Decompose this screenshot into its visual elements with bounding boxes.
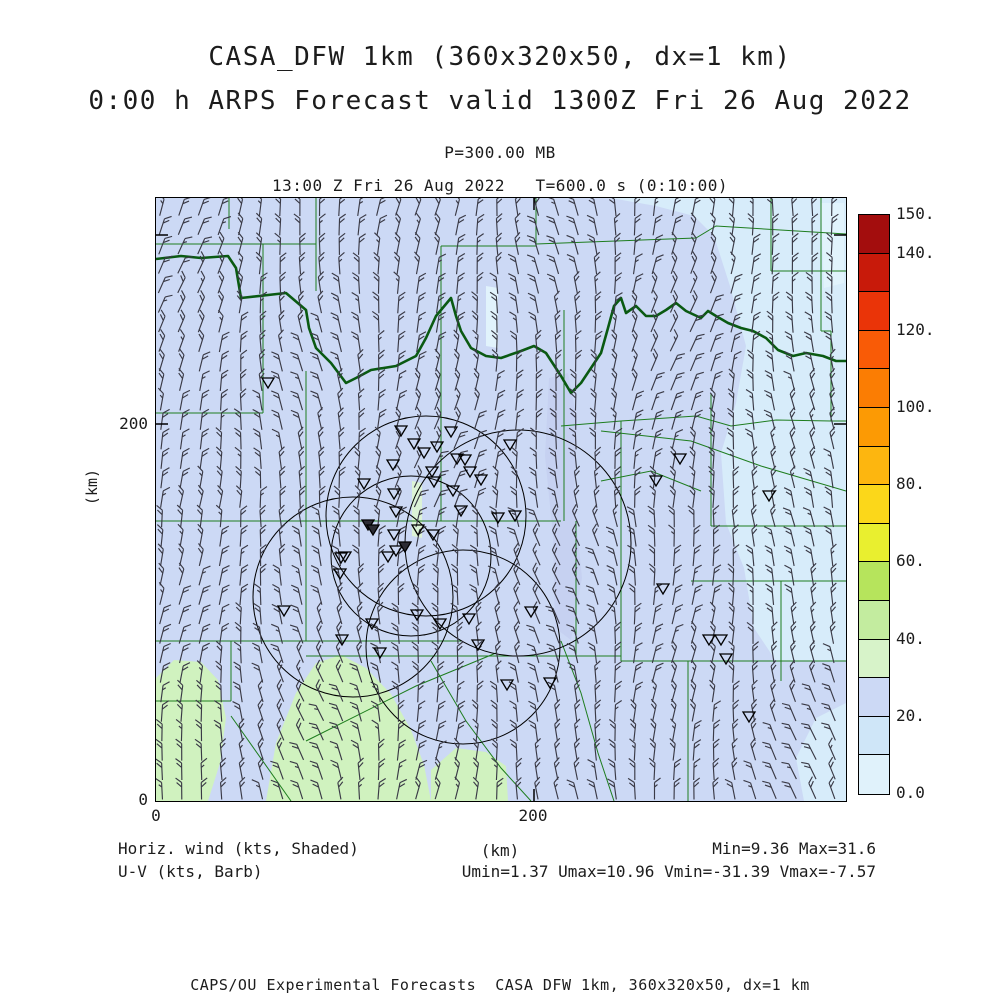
- x-axis-tick-200: 200: [518, 806, 548, 825]
- y-axis-tick-0: 0: [138, 790, 148, 809]
- shaded-field-label: Horiz. wind (kts, Shaded): [118, 839, 359, 858]
- y-axis-unit-label: (km): [83, 468, 101, 506]
- valid-time-label: 13:00 Z Fri 26 Aug 2022 T=600.0 s (0:10:00): [272, 176, 728, 195]
- colorbar-cell-90-100: [859, 408, 889, 447]
- credit-footer: CAPS/OU Experimental Forecasts CASA DFW 1km, 360x320x50, dx=1 km: [190, 976, 810, 994]
- colorbar-tick-label: 100.: [896, 397, 935, 416]
- colorbar-cell-0-10: [859, 755, 889, 794]
- colorbar-cell-120-130: [859, 292, 889, 331]
- colorbar-tick-label: 140.: [896, 242, 935, 262]
- page-subtitle: 0:00 h ARPS Forecast valid 1300Z Fri 26 Aug 2022: [88, 86, 912, 116]
- colorbar-cell-60-70: [859, 524, 889, 563]
- colorbar-cell-50-60: [859, 562, 889, 601]
- colorbar-tick-label: 150.: [896, 204, 935, 223]
- colorbar-cell-110-120: [859, 331, 889, 370]
- colorbar: [858, 214, 890, 795]
- x-axis-unit-label: (km): [480, 841, 520, 860]
- colorbar-cell-20-30: [859, 678, 889, 717]
- wind-barb-map: [156, 198, 846, 801]
- colorbar-cell-100-110: [859, 369, 889, 408]
- colorbar-cell-70-80: [859, 485, 889, 524]
- colorbar-tick-label: 120.: [896, 319, 935, 339]
- colorbar-cell-40-50: [859, 601, 889, 640]
- colorbar-tick-label: 60.: [896, 551, 925, 571]
- colorbar-cell-130-140: [859, 254, 889, 293]
- colorbar-tick-label: 20.: [896, 705, 925, 725]
- colorbar-tick-label: 40.: [896, 628, 925, 648]
- uv-stats-label: Umin=1.37 Umax=10.96 Vmin=-31.39 Vmax=-7.57: [461, 862, 876, 881]
- colorbar-cell-80-90: [859, 447, 889, 486]
- colorbar-cell-10-20: [859, 717, 889, 756]
- colorbar-cell-140-150: [859, 215, 889, 254]
- colorbar-tick-label: 80.: [896, 474, 925, 494]
- page-title: CASA_DFW 1km (360x320x50, dx=1 km): [208, 42, 792, 72]
- pressure-level-label: P=300.00 MB: [444, 143, 556, 162]
- x-axis-tick-0: 0: [151, 806, 161, 825]
- field-minmax-label: Min=9.36 Max=31.6: [712, 839, 876, 858]
- colorbar-tick-label: 0.0: [896, 783, 925, 802]
- pale-streak-ne: [821, 203, 844, 288]
- map-plot-area: [155, 197, 847, 802]
- y-axis-tick-200: 200: [119, 414, 148, 433]
- colorbar-cell-30-40: [859, 640, 889, 679]
- barb-field-label: U-V (kts, Barb): [118, 862, 263, 881]
